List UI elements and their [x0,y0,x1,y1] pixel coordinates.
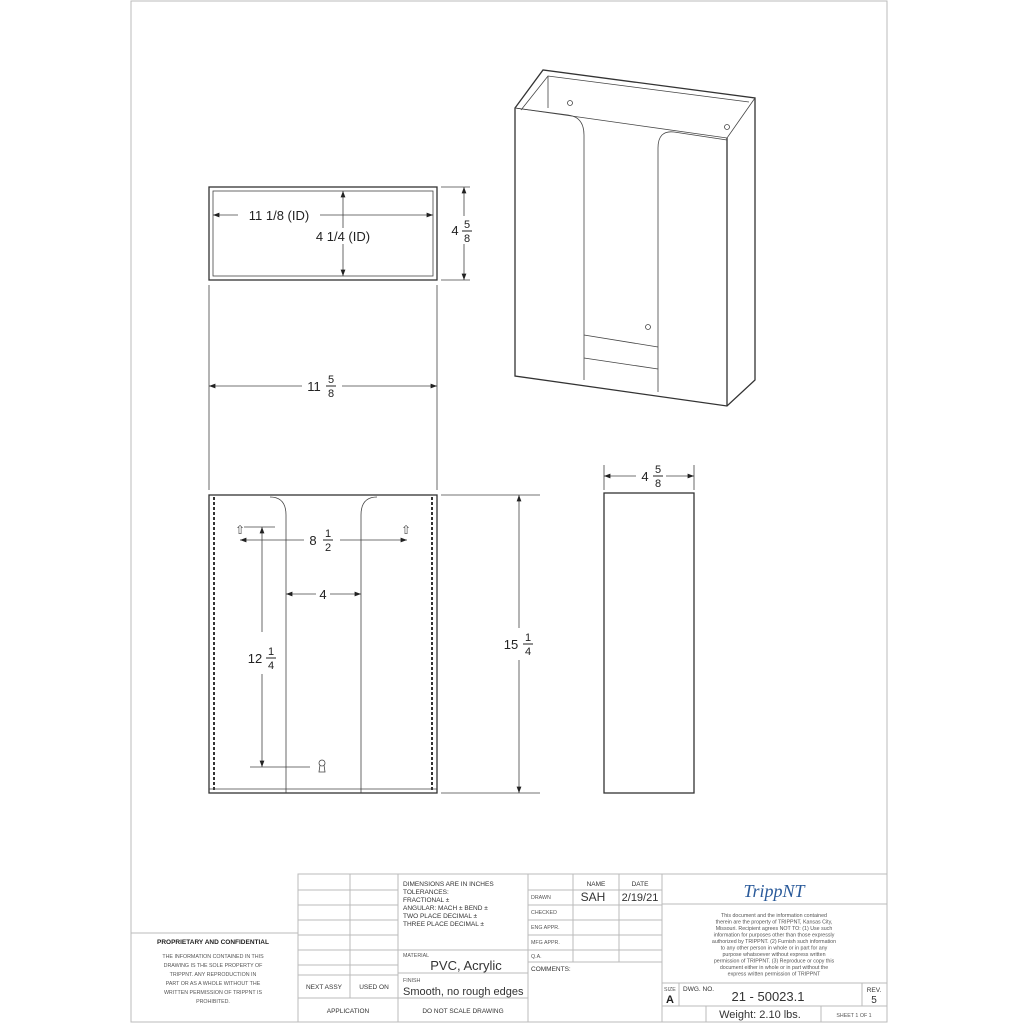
dim-side-depth-whole: 4 [641,469,649,484]
dim-height-whole: 15 [503,637,519,652]
drawn-label: DRAWN [531,895,551,901]
finish-label: FINISH [403,978,421,984]
finish-value: Smooth, no rough edges [403,986,524,998]
proprietary-line: PART OR AS A WHOLE WITHOUT THE [165,981,261,987]
name-header: NAME [586,881,606,888]
sheet-border [131,1,887,1022]
dim-hole-spacing-num: 1 [324,528,332,540]
notice-line: purpose whatsoever without express written [722,952,826,958]
weight: Weight: 2.10 lbs. [719,1009,801,1021]
drawn-date: 2/19/21 [621,892,659,904]
notice-line: Missouri. Recipient agrees NOT TO: (1) Use such [715,926,833,932]
mfg-appr-label: MFG APPR. [531,940,560,946]
dim-side-depth-num: 5 [654,464,662,476]
dim-slot-width: 4 [319,587,327,602]
proprietary-line: PROHIBITED. [196,999,230,1005]
notice-line: permission of TRIPPNT. (3) Reproduce or copy this [713,958,835,965]
proprietary-line: DRAWING IS THE SOLE PROPERTY OF [163,963,263,969]
dim-hole-spacing-whole: 8 [309,533,317,548]
side-view [604,462,694,793]
proprietary-line: THE INFORMATION CONTAINED IN THIS [162,954,264,960]
used-on-label: USED ON [359,984,389,991]
dim-width-whole: 11 [307,379,321,394]
notice-line: document either in whole or in part without the [719,965,829,971]
checked-label: CHECKED [531,910,557,916]
proprietary-title: PROPRIETARY AND CONFIDENTIAL [157,939,269,946]
height-dimension [441,495,540,793]
eng-appr-label: ENG APPR. [531,925,560,931]
notice-line: to any other person in whole or in part for any [720,945,828,952]
dim-height-den: 4 [524,646,532,658]
dim-width-num: 5 [327,374,335,386]
keyhole-icon: ⇧ [400,523,412,537]
next-assy-label: NEXT ASSY [305,984,343,991]
material-value: PVC, Acrylic [430,958,502,973]
dwg-no-label: DWG. NO. [683,986,715,993]
dim-hole-height-num: 1 [267,646,275,658]
comments-label: COMMENTS: [531,966,571,973]
notice-line: therein are the property of TRIPPNT, Kansas City, [715,919,833,926]
dim-width-den: 8 [327,388,335,400]
tolerance-line: ANGULAR: MACH ± BEND ± [403,905,488,912]
rev-value: 5 [871,995,877,1006]
dim-hole-spacing-den: 2 [324,542,332,554]
date-header: DATE [631,881,649,888]
title-block [298,874,887,1022]
confidentiality-notice [712,913,836,978]
proprietary-line: WRITTEN PERMISSION OF TRIPPNT IS [163,990,263,996]
tolerance-line: TWO PLACE DECIMAL ± [403,913,478,920]
dim-top-depth-whole: 4 [451,223,459,238]
notice-line: authorized by TRIPPNT. (2) Furnish such information [711,939,837,945]
application-label: APPLICATION [326,1008,370,1015]
qa-label: Q.A. [531,954,542,960]
keyhole-icon: ⇧ [234,523,246,537]
notice-line: express written permission of TRIPPNT [727,971,821,978]
proprietary-line: TRIPPNT. ANY REPRODUCTION IN [169,972,257,978]
do-not-scale-note: DO NOT SCALE DRAWING [422,1008,504,1015]
keyhole-icon [319,760,325,772]
isometric-view [515,70,755,406]
dim-height-num: 1 [524,632,532,644]
dim-hole-height-whole: 12 [247,651,263,666]
top-view [209,187,474,280]
dim-top-depth-den: 8 [463,233,471,245]
dim-hole-height-den: 4 [267,660,275,672]
dim-top-id-width: 11 1/8 (ID) [248,208,310,223]
tolerance-line: DIMENSIONS ARE IN INCHES [403,881,494,888]
drawing-number: 21 - 50023.1 [731,989,805,1004]
tolerance-line: TOLERANCES: [403,889,449,896]
sheet-number: SHEET 1 OF 1 [836,1013,872,1019]
proprietary-notice [131,933,298,1022]
tolerance-line: FRACTIONAL ± [403,897,450,904]
trippnt-logo: TrippNT [743,881,805,901]
dim-top-depth-num: 5 [463,219,471,231]
size-label: SIZE [664,987,676,993]
drawn-name: SAH [580,890,606,904]
notice-line: information for purposes other than those expressly [713,932,835,939]
material-label: MATERIAL [403,953,430,959]
size-value: A [666,994,674,1006]
front-view [209,495,437,793]
rev-label: REV. [866,987,882,994]
dim-top-id-depth: 4 1/4 (ID) [315,229,371,244]
notice-line: This document and the information contained [720,913,828,919]
tolerance-line: THREE PLACE DECIMAL ± [403,921,484,928]
dim-side-depth-den: 8 [654,478,662,490]
width-dimension [209,285,437,490]
